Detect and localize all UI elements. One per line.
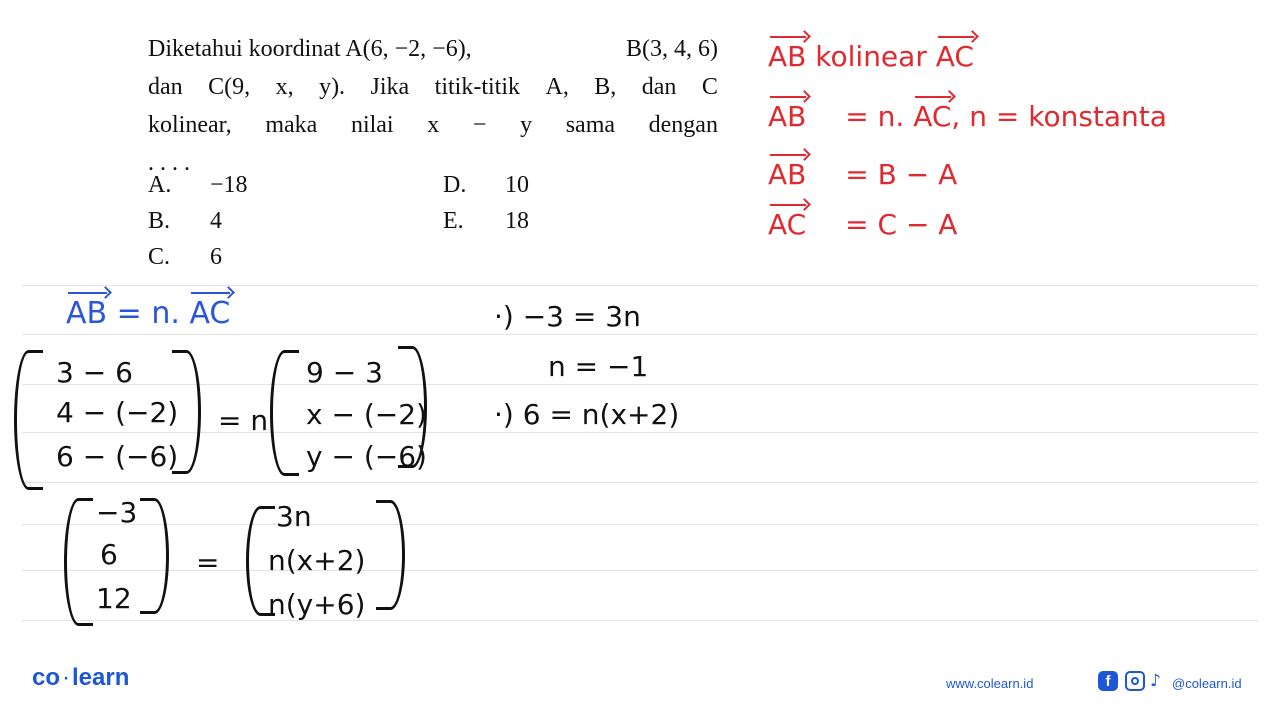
ruled-line <box>22 620 1258 621</box>
matrix-entry: x − (−2) <box>306 398 427 431</box>
vector-ac: AC <box>935 40 974 73</box>
option-e <box>443 208 529 235</box>
logo-dot: · <box>62 664 71 691</box>
matrix-entry: 9 − 3 <box>306 356 383 389</box>
question-word: sama <box>565 112 616 138</box>
step-1: ·) −3 = 3n <box>494 300 641 333</box>
question-word: x, <box>275 74 294 100</box>
facebook-icon[interactable]: f <box>1098 671 1118 691</box>
option-letter: B. <box>148 208 171 234</box>
logo-part: learn <box>72 664 130 691</box>
matrix-entry: 6 − (−6) <box>56 440 179 473</box>
red-note-line-4 <box>768 208 957 241</box>
question-word: − <box>472 112 487 138</box>
question-line-3 <box>148 106 718 144</box>
tiktok-icon[interactable]: ♪ <box>1150 671 1161 691</box>
instagram-icon[interactable] <box>1125 671 1145 691</box>
right-paren <box>140 498 169 614</box>
note-text: = n. <box>845 100 905 133</box>
option-letter: E. <box>443 208 464 234</box>
option-c <box>148 244 222 271</box>
left-paren <box>64 498 93 626</box>
note-text: = B − A <box>845 158 958 191</box>
blue-note <box>66 296 230 331</box>
ruled-line <box>22 482 1258 483</box>
question-word: dengan <box>648 112 718 138</box>
option-a <box>148 172 248 199</box>
option-value: 4 <box>210 208 222 234</box>
matrix-entry: 4 − (−2) <box>56 396 179 429</box>
question-word: dan <box>641 74 677 100</box>
vector-ac: AC <box>189 296 231 331</box>
question-word: Jika <box>370 74 410 100</box>
vector-ab: AB <box>66 296 108 331</box>
website-url[interactable]: www.colearn.id <box>946 676 1034 691</box>
right-paren <box>376 500 405 610</box>
question-line-1 <box>148 30 718 68</box>
vector-ac: AC <box>768 208 807 241</box>
ruled-line <box>22 334 1258 335</box>
red-note-line-2 <box>768 100 1167 133</box>
colearn-logo <box>32 664 129 692</box>
question-word: titik-titik <box>434 74 521 100</box>
question-segment: Diketahui koordinat A(6, −2, −6), <box>148 36 472 62</box>
question-word: kolinear, <box>148 112 232 138</box>
matrix-entry: 12 <box>96 582 132 615</box>
question-word: dan <box>148 74 183 100</box>
vector-ac: AC <box>913 100 952 133</box>
left-paren <box>270 350 299 476</box>
question-segment: B(3, 4, 6) <box>626 36 718 62</box>
ruled-line <box>22 285 1258 286</box>
vector-ab: AB <box>768 158 807 191</box>
option-value: 6 <box>210 244 222 270</box>
vector-ab: AB <box>768 100 807 133</box>
matrix-entry: 6 <box>100 538 118 571</box>
matrix-entry: n(x+2) <box>268 544 366 577</box>
ruled-line <box>22 384 1258 385</box>
question-word: y <box>520 112 533 138</box>
social-handle[interactable]: @colearn.id <box>1172 676 1242 691</box>
right-paren <box>398 346 427 468</box>
left-paren <box>14 350 43 490</box>
matrix-entry: 3n <box>276 500 312 533</box>
step-2: n = −1 <box>548 350 649 383</box>
ruled-line <box>22 432 1258 433</box>
question-word: x <box>427 112 440 138</box>
question-text <box>148 30 718 182</box>
question-word: A, <box>545 74 569 100</box>
matrix-entry: 3 − 6 <box>56 356 133 389</box>
question-word: nilai <box>350 112 394 138</box>
vector-ab: AB <box>768 40 807 73</box>
note-text: = n. <box>116 296 180 331</box>
question-word: y). <box>319 74 346 100</box>
matrix-entry: −3 <box>96 496 138 529</box>
note-text: , n = konstanta <box>951 100 1167 133</box>
option-value: −18 <box>210 172 248 198</box>
red-note-line-3 <box>768 158 957 191</box>
option-b <box>148 208 222 235</box>
equals-n: = n <box>218 404 269 437</box>
note-text: kolinear <box>815 40 927 73</box>
question-word: C <box>701 74 718 100</box>
note-text: = C − A <box>845 208 958 241</box>
step-3: ·) 6 = n(x+2) <box>494 398 680 431</box>
question-line-4: . . . . <box>148 150 190 176</box>
logo-part: co <box>32 664 61 691</box>
question-word: maka <box>265 112 318 138</box>
red-note-line-1 <box>768 40 974 73</box>
option-value: 10 <box>505 172 529 198</box>
option-value: 18 <box>505 208 529 234</box>
matrix-entry: y − (−6) <box>306 440 427 473</box>
equals-sign: = <box>196 546 220 579</box>
option-letter: C. <box>148 244 171 270</box>
question-line-2 <box>148 68 718 106</box>
option-d <box>443 172 529 199</box>
question-word: C(9, <box>208 74 251 100</box>
right-paren <box>172 350 201 474</box>
option-letter: A. <box>148 172 172 198</box>
question-word: B, <box>594 74 617 100</box>
ruled-line <box>22 524 1258 525</box>
option-letter: D. <box>443 172 467 198</box>
matrix-entry: n(y+6) <box>268 588 366 621</box>
